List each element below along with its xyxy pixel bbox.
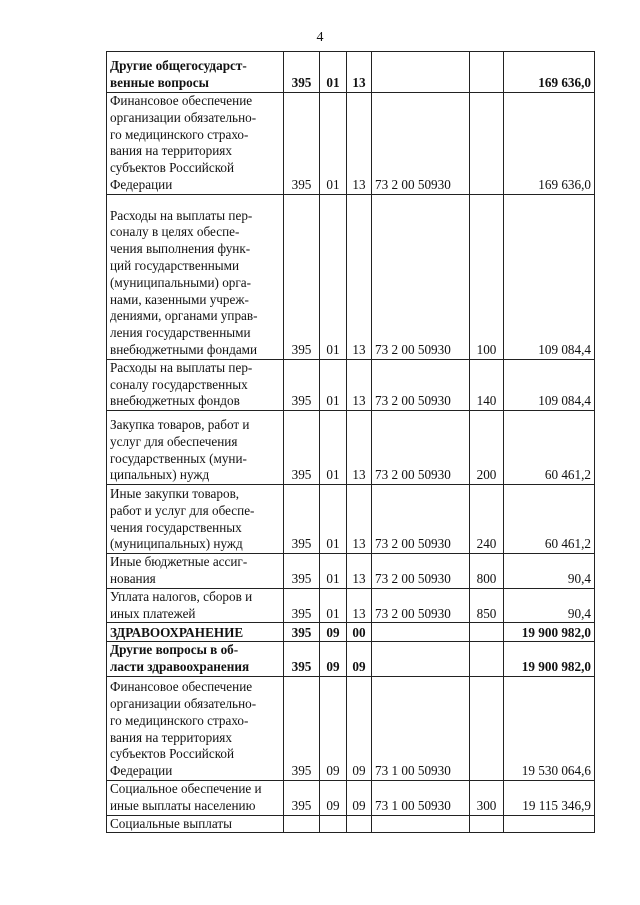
table-row (107, 93, 595, 195)
table-row (107, 52, 595, 93)
cell-name (107, 485, 284, 554)
table-row (107, 194, 595, 359)
cell-target-article: 73 2 00 50930 (372, 194, 470, 359)
cell-ved: 395 (284, 485, 320, 554)
table-row (107, 780, 595, 815)
cell-name (107, 676, 284, 780)
cell-ved: 395 (284, 642, 320, 677)
cell-subsection: 13 (347, 52, 372, 93)
cell-ved: 395 (284, 93, 320, 195)
cell-subsection: 13 (347, 554, 372, 589)
cell-subsection: 13 (347, 359, 372, 410)
cell-name (107, 554, 284, 589)
table-row (107, 623, 595, 642)
cell-target-article: 73 2 00 50930 (372, 588, 470, 623)
cell-subsection: 00 (347, 623, 372, 642)
table-body (107, 52, 595, 833)
cell-expense-type: 240 (470, 485, 504, 554)
row-name-text: ЗДРАВООХРАНЕНИЕ (110, 624, 244, 640)
row-name-text: Иные закупки товаров, работ и услуг для обеспе- чения государственных (муниципальных) нужд (110, 485, 255, 552)
page-number: 4 (316, 30, 324, 45)
cell-ved: 395 (284, 588, 320, 623)
cell-section: 01 (320, 411, 347, 485)
table-row (107, 815, 595, 833)
cell-ved: 395 (284, 554, 320, 589)
cell-amount: 109 084,4 (504, 359, 595, 410)
cell-subsection: 13 (347, 194, 372, 359)
table-row (107, 359, 595, 410)
cell-subsection: 13 (347, 93, 372, 195)
cell-ved: 395 (284, 623, 320, 642)
cell-name (107, 52, 284, 93)
cell-subsection: 09 (347, 642, 372, 677)
cell-amount: 60 461,2 (504, 485, 595, 554)
cell-ved (284, 815, 320, 833)
cell-target-article: 73 2 00 50930 (372, 411, 470, 485)
cell-name (107, 194, 284, 359)
cell-target-article (372, 623, 470, 642)
cell-name (107, 780, 284, 815)
cell-section: 01 (320, 93, 347, 195)
table-row (107, 676, 595, 780)
cell-amount: 109 084,4 (504, 194, 595, 359)
cell-expense-type (470, 93, 504, 195)
cell-section: 01 (320, 194, 347, 359)
cell-section: 09 (320, 780, 347, 815)
cell-section: 01 (320, 485, 347, 554)
cell-section (320, 815, 347, 833)
row-name-text: Социальное обеспечение и иные выплаты населению (110, 780, 262, 813)
cell-name (107, 815, 284, 833)
cell-amount: 60 461,2 (504, 411, 595, 485)
cell-target-article: 73 2 00 50930 (372, 554, 470, 589)
cell-subsection: 09 (347, 676, 372, 780)
cell-expense-type (470, 623, 504, 642)
cell-ved: 395 (284, 411, 320, 485)
cell-target-article (372, 815, 470, 833)
cell-subsection: 13 (347, 485, 372, 554)
cell-amount: 19 530 064,6 (504, 676, 595, 780)
cell-amount: 169 636,0 (504, 93, 595, 195)
table-row (107, 588, 595, 623)
row-name-text: Уплата налогов, сборов и иных платежей (110, 588, 253, 621)
cell-section: 01 (320, 52, 347, 93)
row-name-text: Другие общегосударст- венные вопросы (110, 58, 247, 91)
row-name-text: Социальные выплаты (110, 815, 232, 831)
cell-section: 09 (320, 642, 347, 677)
cell-target-article: 73 2 00 50930 (372, 93, 470, 195)
cell-expense-type: 140 (470, 359, 504, 410)
cell-ved: 395 (284, 52, 320, 93)
cell-section: 09 (320, 676, 347, 780)
cell-target-article (372, 52, 470, 93)
cell-ved: 395 (284, 194, 320, 359)
row-name-text: Закупка товаров, работ и услуг для обеспечения государственных (муни- ципальных) нужд (110, 416, 250, 483)
cell-target-article: 73 2 00 50930 (372, 359, 470, 410)
cell-name (107, 642, 284, 677)
cell-expense-type: 100 (470, 194, 504, 359)
row-name-text: Расходы на выплаты пер- соналу в целях обеспе- чения выполнения функ- ций государственными (муниципальными) орга- нами, казенными учреж- дениями, органами управ- ления государственными внебюджетными фондами (110, 207, 258, 357)
row-name-text: Финансовое обеспечение организации обязательно- го медицинского страхо- вания на территориях субъектов Российской Федерации (110, 93, 257, 192)
cell-amount: 90,4 (504, 588, 595, 623)
cell-name (107, 623, 284, 642)
cell-name (107, 93, 284, 195)
cell-ved: 395 (284, 359, 320, 410)
cell-name (107, 359, 284, 410)
cell-ved: 395 (284, 780, 320, 815)
cell-section: 01 (320, 554, 347, 589)
cell-subsection: 13 (347, 588, 372, 623)
cell-expense-type: 300 (470, 780, 504, 815)
cell-amount: 169 636,0 (504, 52, 595, 93)
cell-amount (504, 815, 595, 833)
cell-subsection: 13 (347, 411, 372, 485)
cell-expense-type (470, 676, 504, 780)
cell-amount: 19 900 982,0 (504, 623, 595, 642)
cell-amount: 90,4 (504, 554, 595, 589)
cell-section: 01 (320, 359, 347, 410)
cell-target-article: 73 1 00 50930 (372, 780, 470, 815)
cell-name (107, 411, 284, 485)
cell-expense-type: 800 (470, 554, 504, 589)
row-name-text: Другие вопросы в об- ласти здравоохранения (110, 642, 250, 675)
budget-table (106, 51, 595, 833)
cell-section: 09 (320, 623, 347, 642)
cell-amount: 19 115 346,9 (504, 780, 595, 815)
cell-expense-type: 850 (470, 588, 504, 623)
cell-subsection (347, 815, 372, 833)
cell-expense-type (470, 52, 504, 93)
row-name-text: Расходы на выплаты пер- соналу государственных внебюджетных фондов (110, 359, 253, 409)
cell-target-article: 73 2 00 50930 (372, 485, 470, 554)
cell-expense-type (470, 642, 504, 677)
row-name-text: Иные бюджетные ассиг- нования (110, 554, 248, 586)
cell-target-article (372, 642, 470, 677)
cell-target-article: 73 1 00 50930 (372, 676, 470, 780)
cell-amount: 19 900 982,0 (504, 642, 595, 677)
cell-ved: 395 (284, 676, 320, 780)
cell-name (107, 588, 284, 623)
cell-subsection: 09 (347, 780, 372, 815)
table-row (107, 485, 595, 554)
table-row (107, 554, 595, 589)
row-name-text: Финансовое обеспечение организации обязательно- го медицинского страхо- вания на территориях субъектов Российской Федерации (110, 679, 257, 779)
cell-expense-type (470, 815, 504, 833)
table-row (107, 642, 595, 677)
cell-expense-type: 200 (470, 411, 504, 485)
cell-section: 01 (320, 588, 347, 623)
table-row (107, 411, 595, 485)
